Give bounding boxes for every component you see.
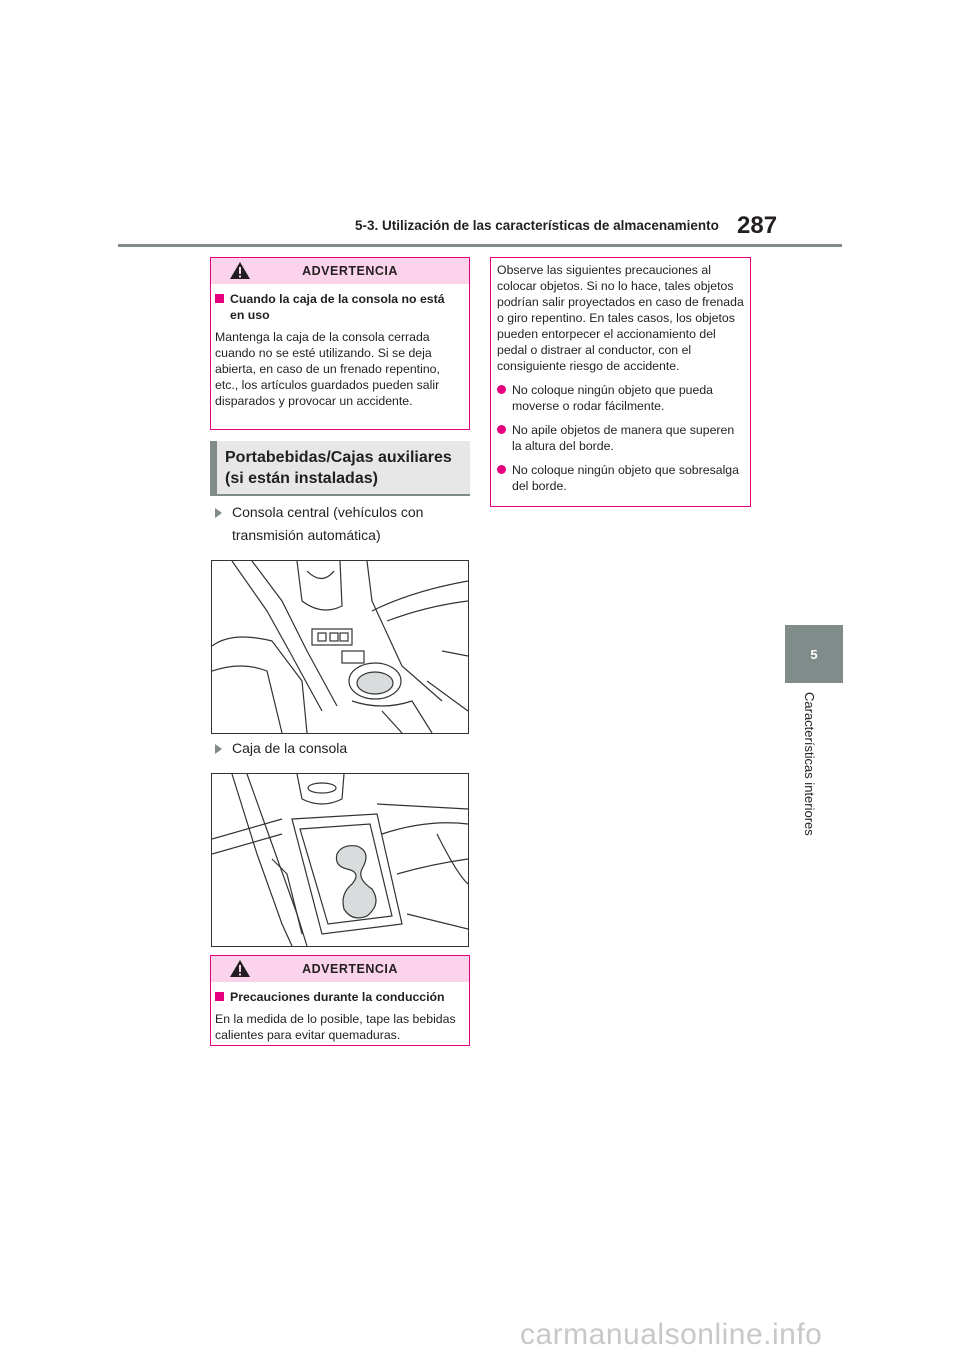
subhead-console-box [212,737,472,760]
triangle-arrow-icon [215,508,222,518]
subhead-line-2: transmisión automática) [232,527,381,543]
page-number: 287 [737,212,778,239]
subhead-line: Caja de la consola [232,740,348,756]
header-rule [118,244,842,247]
watermark: carmanualsonline.info [520,1318,823,1351]
figure-center-console [211,560,469,734]
section-heading [210,441,470,496]
warning-item-title: Precauciones durante la conducción [230,990,445,1004]
warning-title: ADVERTENCIA [302,962,398,976]
warning-header [211,956,469,982]
chapter-label [802,692,822,852]
chapter-title: Características interiores [802,692,817,836]
triangle-arrow-icon [215,744,222,754]
square-bullet-icon [215,992,224,1001]
list-item [497,422,744,454]
subhead-line-1: Consola central (vehículos con [232,504,424,520]
warning-item-title: Cuando la caja de la consola no está en uso [230,292,445,322]
figure-console-box [211,773,469,947]
warning-text: Mantenga la caja de la consola cerrada cuando no se esté utilizando. Si se deja abierta, en caso de un frenado repentino, etc., los artículos guardados pueden salir disparados y provocar un accidente. [215,330,440,408]
subhead-center-console [212,501,472,547]
warning-triangle-icon [229,959,251,978]
warning-triangle-icon [229,261,251,280]
bullet-text: No apile objetos de manera que superen la altura del borde. [512,423,735,453]
chapter-tab[interactable]: 5 [785,625,843,683]
square-bullet-icon [215,294,224,303]
heading-line-2: (si están instaladas) [225,470,378,487]
warning-box-console [210,257,470,430]
bullet-text: No coloque ningún objeto que pueda moverse o rodar fácilmente. [512,383,714,413]
notice-box [490,257,751,507]
warning-box-driving [210,955,470,1046]
warning-text: En la medida de lo posible, tape las bebidas calientes para evitar quemaduras. [215,1012,456,1042]
list-item [497,462,744,494]
section-title: 5-3. Utilización de las características de almacenamiento [355,218,719,233]
bullet-text: No coloque ningún objeto que sobresalga del borde. [512,463,739,493]
notice-intro: Observe las siguientes precauciones al colocar objetos. Si no lo hace, tales objetos podrían salir proyectados en caso de frenada o giro repentino. En tales casos, los objetos pueden entorpecer el accionamiento del pedal o distraer al conductor, con el consiguiente riesgo de accidente. [497,263,744,373]
round-bullet-icon [497,465,506,474]
list-item [497,382,744,414]
warning-title: ADVERTENCIA [302,264,398,278]
warning-header [211,258,469,284]
heading-line-1: Portabebidas/Cajas auxiliares [225,449,452,466]
round-bullet-icon [497,425,506,434]
round-bullet-icon [497,385,506,394]
